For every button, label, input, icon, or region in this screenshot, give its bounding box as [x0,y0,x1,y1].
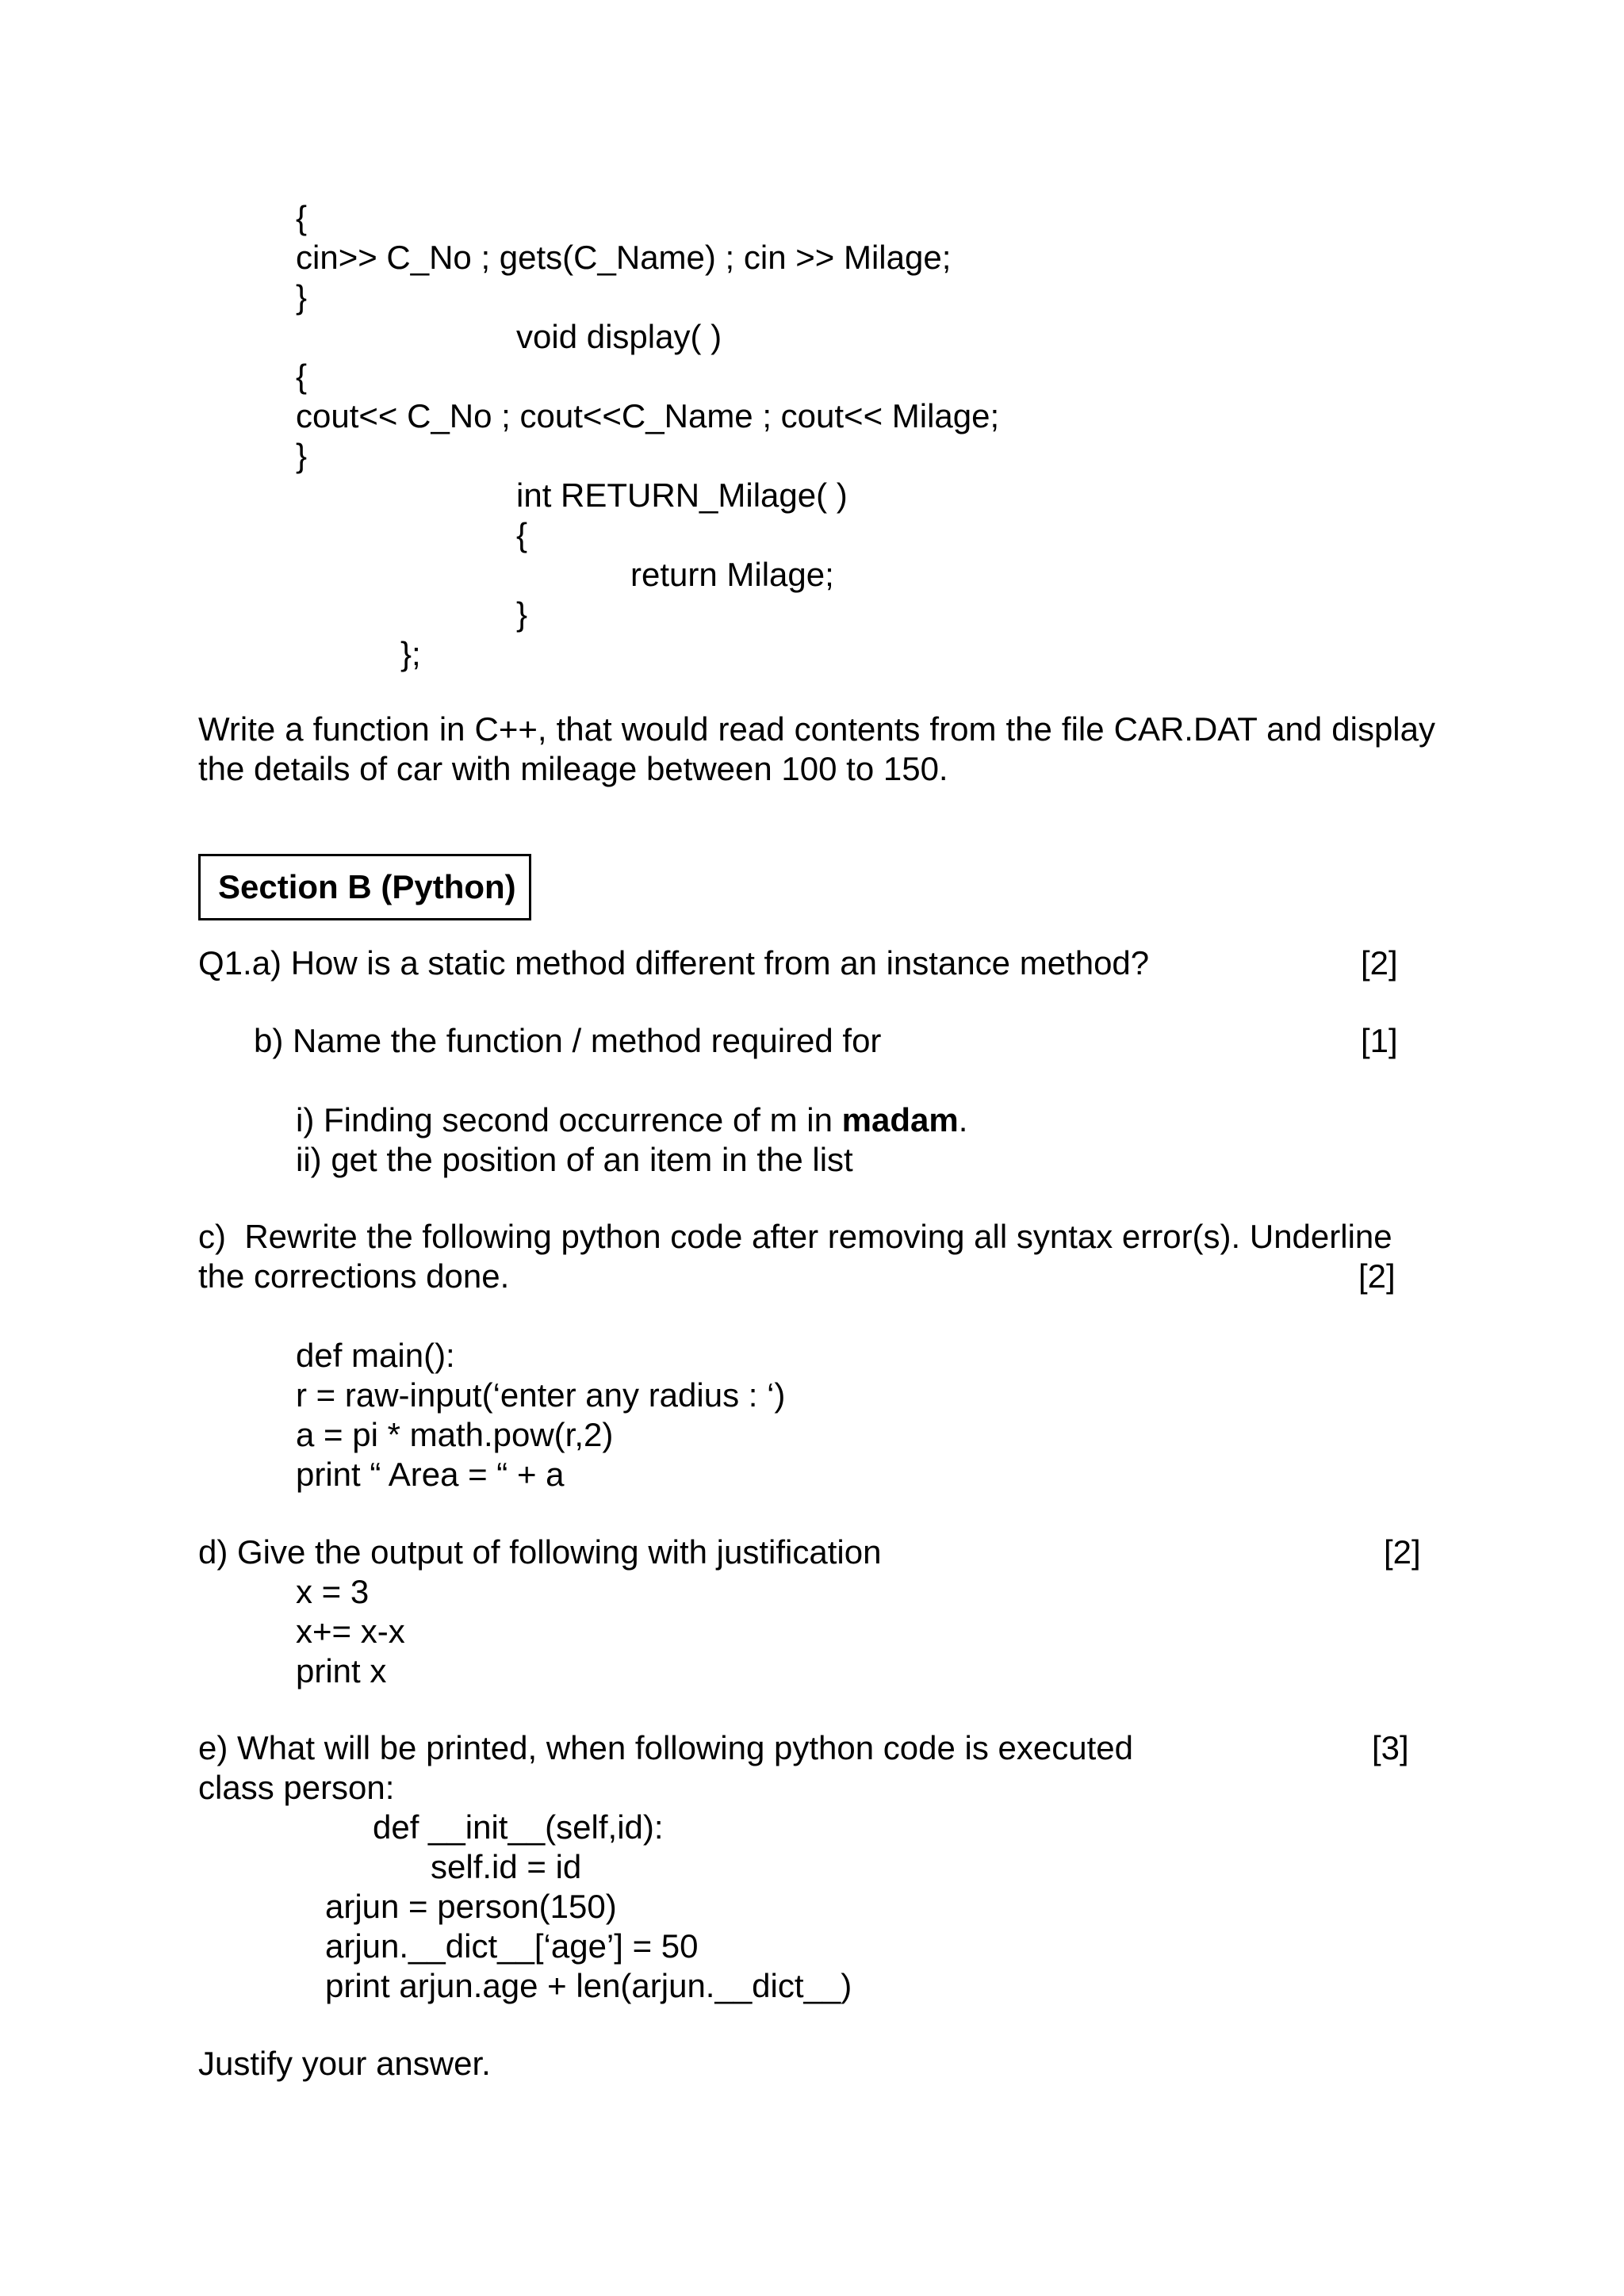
question-1e: e) What will be printed, when following python code is executed [198,1729,1133,1766]
cpp-code-line: int RETURN_Milage( ) [516,476,848,514]
python-code-line: a = pi * math.pow(r,2) [296,1416,614,1453]
cpp-code-line: { [296,358,308,395]
section-heading [198,854,531,920]
question-1b-part-i: i) Finding second occurrence of m in madam. [296,1101,968,1138]
question-1c-line: c) Rewrite the following python code after removing all syntax error(s). Underline [198,1218,1392,1255]
python-code-line: def __init__(self,id): [373,1808,664,1846]
python-code-line: arjun = person(150) [325,1888,617,1925]
python-code-line: self.id = id [431,1848,582,1885]
section-heading-text: Section B (Python) [218,868,516,905]
python-code-line: def main(): [296,1337,455,1374]
cpp-code-line: }; [400,635,421,672]
question-1d: d) Give the output of following with justification [198,1533,882,1571]
python-code-line: r = raw-input(‘enter any radius : ‘) [296,1376,786,1414]
cpp-code-line: void display( ) [516,318,722,355]
cpp-code-line: } [516,595,528,633]
python-code-line: print arjun.age + len(arjun.__dict__) [325,1967,852,2004]
question-1c-line: the corrections done. [198,1257,510,1295]
question-1a: Q1.a) How is a static method different from an instance method? [198,944,1150,982]
python-code-line: print x [296,1652,387,1689]
cpp-code-line: cout<< C_No ; cout<<C_Name ; cout<< Milage; [296,397,1000,434]
cpp-code-line: } [296,278,308,316]
cpp-code-line: return Milage; [630,556,834,593]
python-code-line: x = 3 [296,1573,370,1610]
marks-1a: [2] [1361,944,1398,982]
python-code-line: print “ Area = “ + a [296,1456,565,1493]
python-code-line: class person: [198,1769,395,1806]
python-code-line: x+= x-x [296,1613,405,1650]
question-1b-part-ii: ii) get the position of an item in the list [296,1141,853,1178]
cpp-question: Write a function in C++, that would read contents from the file CAR.DAT and display the details of car with mileage between 100 to 150. [198,710,1435,787]
marks-1d: [2] [1384,1533,1421,1571]
cpp-code-line: { [296,199,308,236]
cpp-code-line: } [296,437,308,474]
python-code-line: arjun.__dict__[‘age’] = 50 [325,1927,699,1965]
cpp-code-line: { [516,516,528,553]
justify-instruction: Justify your answer. [198,2045,491,2082]
marks-1b: [1] [1361,1022,1398,1059]
marks-1e: [3] [1372,1729,1409,1766]
cpp-code-line: cin>> C_No ; gets(C_Name) ; cin >> Milage; [296,239,952,276]
question-1b: b) Name the function / method required for [254,1022,882,1059]
marks-1c: [2] [1358,1257,1396,1295]
